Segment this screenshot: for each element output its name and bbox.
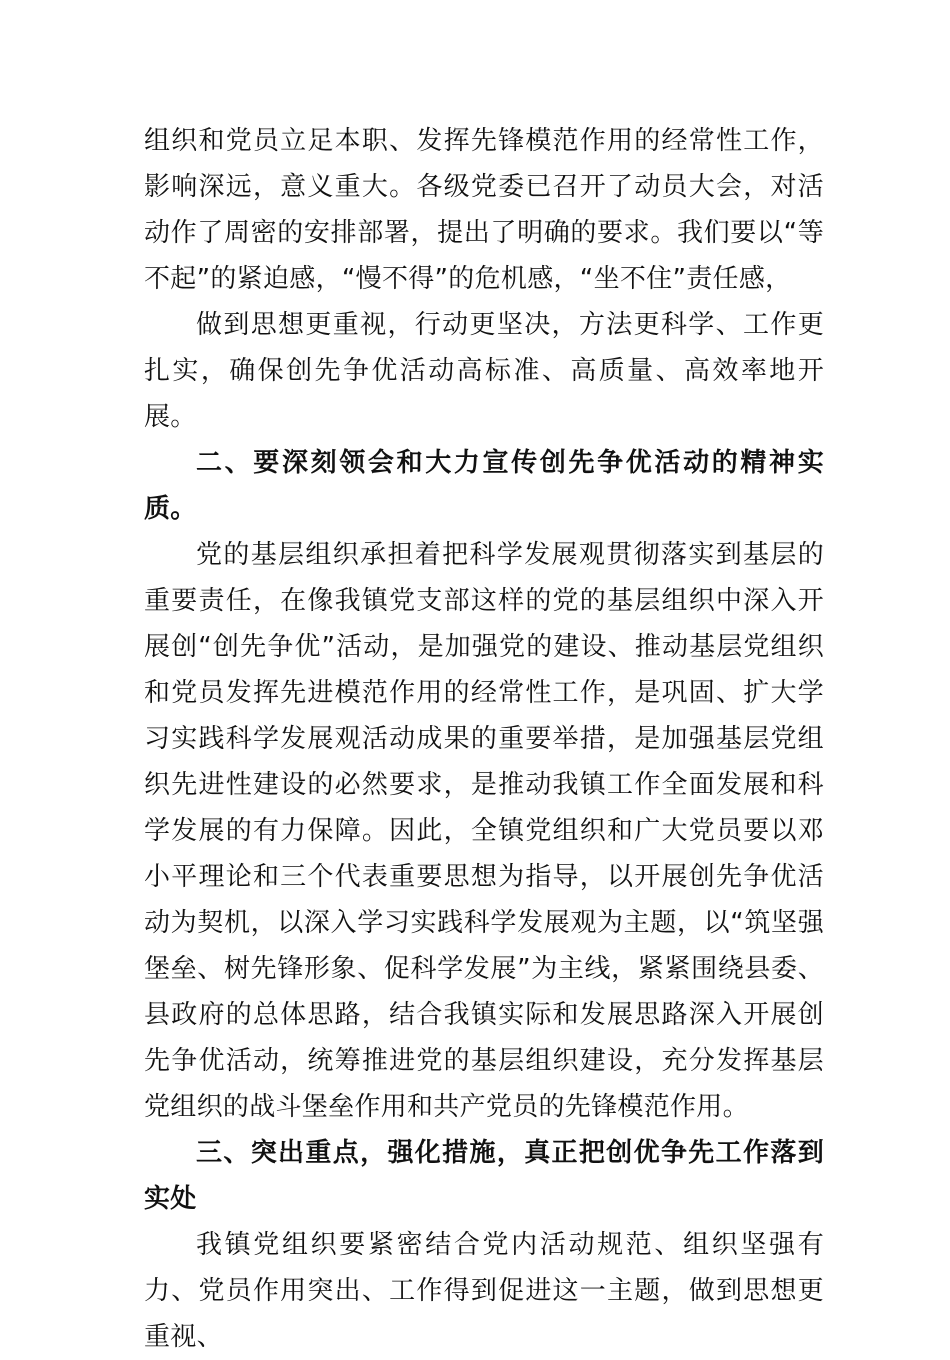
section-heading-2: 二、要深刻领会和大力宣传创先争优活动的精神实质。	[144, 448, 824, 524]
paragraph-ensure-quality: 做到思想更重视，行动更坚决，方法更科学、工作更扎实，确保创先争优活动高标准、高质量、高效率地开展。	[144, 310, 824, 432]
document-body	[144, 118, 824, 1360]
section-heading-3: 三、突出重点，强化措施，真正把创优争先工作落到实处	[144, 1138, 824, 1214]
paragraph-key-measures: 我镇党组织要紧密结合党内活动规范、组织坚强有力、党员作用突出、工作得到促进这一主题，做到思想更重视、	[144, 1230, 824, 1352]
paragraph-spirit-essence: 党的基层组织承担着把科学发展观贯彻落实到基层的重要责任，在像我镇党支部这样的党的基层组织中深入开展创“创先争优”活动，是加强党的建设、推动基层党组织和党员发挥先进模范作用的经常性工作，是巩固、扩大学习实践科学发展观活动成果的重要举措，是加强基层党组织先进性建设的必然要求，是推动我镇工作全面发展和科学发展的有力保障。因此，全镇党组织和广大党员要以邓小平理论和三个代表重要思想为指导，以开展创先争优活动为契机，以深入学习实践科学发展观为主题，以“筑坚强堡垒、树先锋形象、促科学发展”为主线，紧紧围绕县委、县政府的总体思路，结合我镇实际和发展思路深入开展创先争优活动，统筹推进党的基层组织建设，充分发挥基层党组织的战斗堡垒作用和共产党员的先锋模范作用。	[144, 540, 824, 1122]
paragraph-intro-continuation: 组织和党员立足本职、发挥先锋模范作用的经常性工作，影响深远，意义重大。各级党委已召开了动员大会，对活动作了周密的安排部署，提出了明确的要求。我们要以“等不起”的紧迫感，“慢不得”的危机感，“坐不住”责任感，	[144, 126, 824, 294]
